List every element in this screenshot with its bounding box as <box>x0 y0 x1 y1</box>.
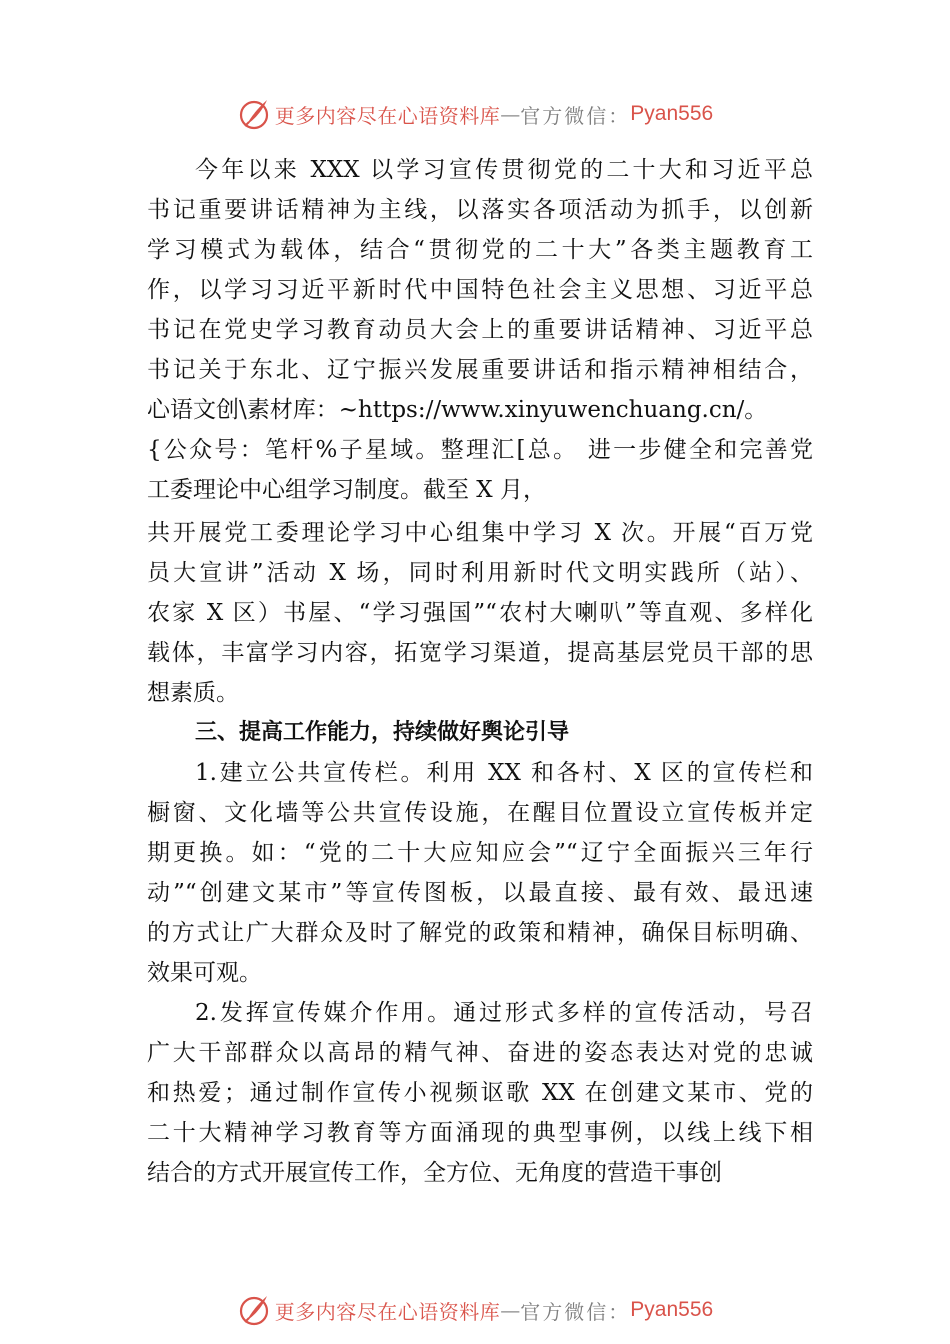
text-line: 今年以来 XXX 以学习宣传贯彻党的二十大和习近平总 <box>195 157 813 183</box>
paragraph <box>147 753 813 993</box>
text-line: 心语文创\素材库：~https://www.xinyuwenchuang.cn/。 <box>147 397 768 423</box>
section-heading: 三、提高工作能力，持续做好舆论引导 <box>195 720 570 745</box>
text-line: 想素质。 <box>147 680 239 706</box>
text-line: 2.发挥宣传媒介作用。通过形式多样的宣传活动，号召 <box>195 1000 813 1026</box>
banner-wechat-id: Pyan556 <box>630 102 714 125</box>
footer-banner <box>0 1290 950 1330</box>
text-line: 共开展党工委理论学习中心组集中学习 X 次。开展“百万党 <box>147 520 813 546</box>
text-line: 和热爱；通过制作宣传小视频讴歌 XX 在创建文某市、党的 <box>147 1080 813 1106</box>
text-line: 效果可观。 <box>147 960 262 986</box>
text-line: 结合的方式开展宣传工作，全方位、无角度的营造干事创 <box>147 1160 722 1186</box>
text-line: 书记重要讲话精神为主线，以落实各项活动为抓手，以创新 <box>147 197 813 223</box>
text-line: 农家 X 区）书屋、“学习强国”“农村大喇叭”等直观、多样化 <box>147 600 813 626</box>
text-line: 员大宣讲”活动 X 场，同时利用新时代文明实践所（站）、 <box>147 560 813 586</box>
banner-separator: — <box>500 1298 521 1322</box>
header-banner <box>0 94 950 134</box>
text-line: {公众号：笔杆%子星域。整理汇[总。 进一步健全和完善党 <box>147 437 813 463</box>
text-line: 的方式让广大群众及时了解党的政策和精神，确保目标明确、 <box>147 920 813 946</box>
banner-wechat-id: Pyan556 <box>630 1298 714 1321</box>
banner-title: 更多内容尽在心语资料库 <box>274 103 501 128</box>
text-line: 学习模式为载体，结合“贯彻党的二十大”各类主题教育工 <box>147 237 813 263</box>
text-line: 二十大精神学习教育等方面涌现的典型事例，以线上线下相 <box>147 1120 813 1146</box>
text-line: 1.建立公共宣传栏。利用 XX 和各村、X 区的宣传栏和 <box>195 760 813 786</box>
text-line: 广大干部群众以高昂的精气神、奋进的姿态表达对党的忠诚 <box>147 1040 813 1066</box>
quill-pen-logo-icon <box>237 1293 271 1327</box>
banner-title: 更多内容尽在心语资料库 <box>274 1299 501 1324</box>
banner-wechat-label: 官方微信： <box>520 1299 631 1324</box>
banner-wechat-label: 官方微信： <box>520 103 631 128</box>
text-line: 动”“创建文某市”等宣传图板，以最直接、最有效、最迅速 <box>147 880 813 906</box>
quill-pen-logo-icon <box>237 97 271 131</box>
text-line: 书记在党史学习教育动员大会上的重要讲话精神、习近平总 <box>147 317 813 343</box>
text-line: 期更换。如：“党的二十大应知应会”“辽宁全面振兴三年行 <box>147 840 813 866</box>
banner-separator: — <box>500 102 521 126</box>
paragraph <box>147 993 813 1193</box>
text-line: 橱窗、文化墙等公共宣传设施，在醒目位置设立宣传板并定 <box>147 800 813 826</box>
document-body <box>147 150 813 1193</box>
text-line: 作，以学习习近平新时代中国特色社会主义思想、习近平总 <box>147 277 813 303</box>
text-line: 书记关于东北、辽宁振兴发展重要讲话和指示精神相结合， <box>147 357 813 383</box>
text-line: 载体，丰富学习内容，拓宽学习渠道，提高基层党员干部的思 <box>147 640 813 666</box>
text-line: 工委理论中心组学习制度。截至 X 月， <box>147 477 546 503</box>
paragraph <box>147 150 813 713</box>
